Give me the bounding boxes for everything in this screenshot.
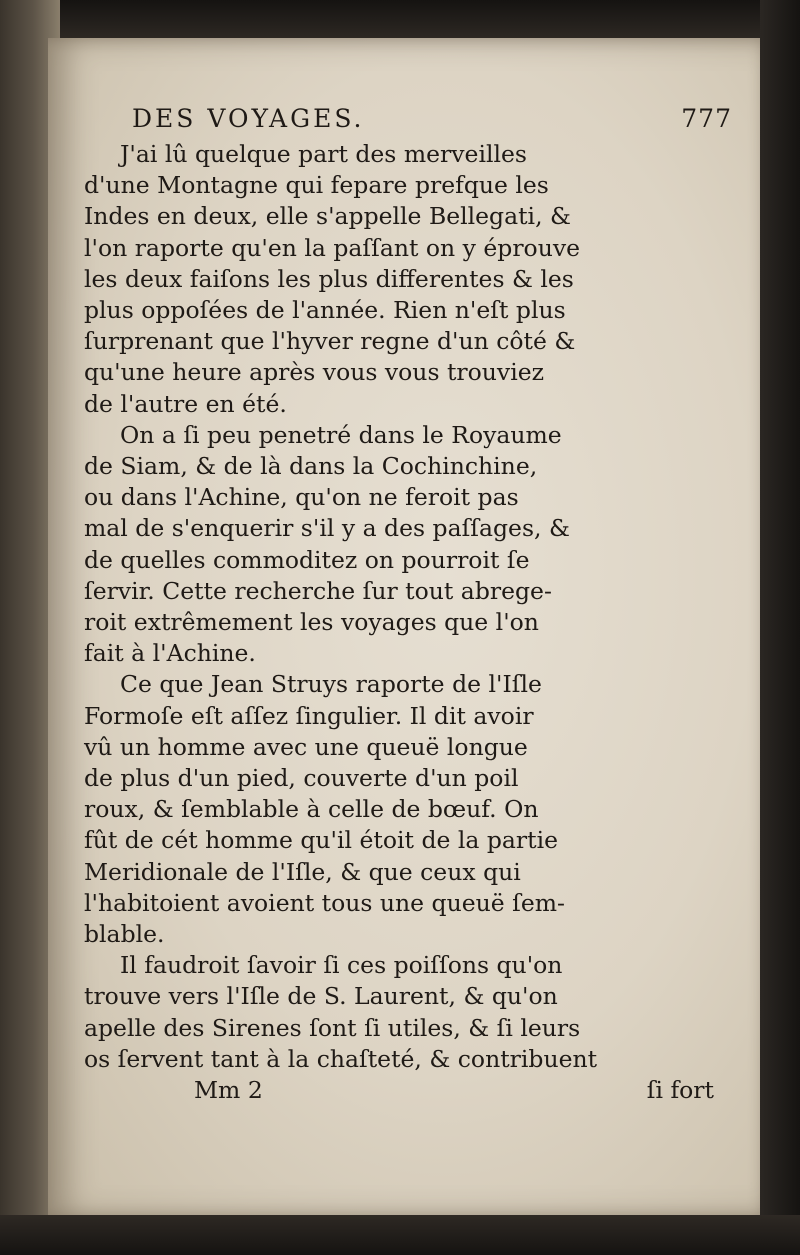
text-line: ſervir. Cette recherche ſur tout abrege- [84,576,552,605]
text-line: d'une Montagne qui fepare prefque les [84,171,549,200]
text-line: Ce que Jean Struys raporte de l'Iſle [120,670,542,699]
text-line: os ſervent tant à la chaſteté, & contribuent [84,1044,598,1073]
text-line: de Siam, & de là dans la Cochinchine, [84,452,538,481]
text-line: apelle des Sirenes ſont ſi utiles, & ſi leurs [84,1013,581,1042]
signature-mark: Mm 2 [194,1076,263,1105]
text-line: les deux faiſons les plus differentes & les [84,264,574,293]
catchword: ſi fort [646,1076,714,1105]
text-line: roux, & ſemblable à celle de bœuf. On [84,795,539,824]
text-line: l'habitoient avoient tous une queuë ſem- [84,888,565,917]
text-line: J'ai lû quelque part des merveilles [120,140,527,168]
text-line: ou dans l'Achine, qu'on ne feroit pas [84,483,519,512]
text-line: de plus d'un pied, couverte d'un poil [84,764,519,793]
text-line: mal de s'enquerir s'il y a des paſſages, & [84,514,570,543]
text-line: fût de cét homme qu'il étoit de la partie [84,826,559,855]
text-line: vû un homme avec une queuë longue [84,732,528,761]
text-line: Indes en deux, elle s'appelle Bellegati, & [84,202,571,231]
text-line: roit extrêmement les voyages que l'on [84,608,539,637]
body-text [84,139,724,1075]
running-header [132,104,732,133]
scan-top-edge [0,0,800,40]
running-title: DES VOYAGES. [132,104,365,133]
catchline [84,1075,714,1105]
scan-right-edge [760,0,800,1255]
text-line: fait à l'Achine. [84,639,256,668]
text-line: plus oppoſées de l'année. Rien n'eſt plus [84,296,566,325]
text-line: On a ſi peu penetré dans le Royaume [120,420,562,449]
text-line: qu'une heure après vous vous trouviez [84,358,545,387]
page-number: 777 [681,104,732,133]
text-line: de l'autre en été. [84,389,287,418]
text-line: de quelles commoditez on pourroit ſe [84,545,530,574]
text-line: trouve vers l'Iſle de S. Laurent, & qu'on [84,982,558,1011]
text-line: Meridionale de l'Iſle, & que ceux qui [84,857,521,886]
page-text [84,104,732,1105]
text-line: ſurprenant que l'hyver regne d'un côté & [84,327,576,356]
scan-bottom-edge [0,1215,800,1255]
text-line: blable. [84,920,165,949]
text-line: Il faudroit ſavoir ſi ces poiſſons qu'on [120,951,563,980]
text-line: Formoſe eſt aſſez ſingulier. Il dit avoir [84,701,534,730]
text-line: l'on raporte qu'en la paſſant on y éprouve [84,233,581,262]
